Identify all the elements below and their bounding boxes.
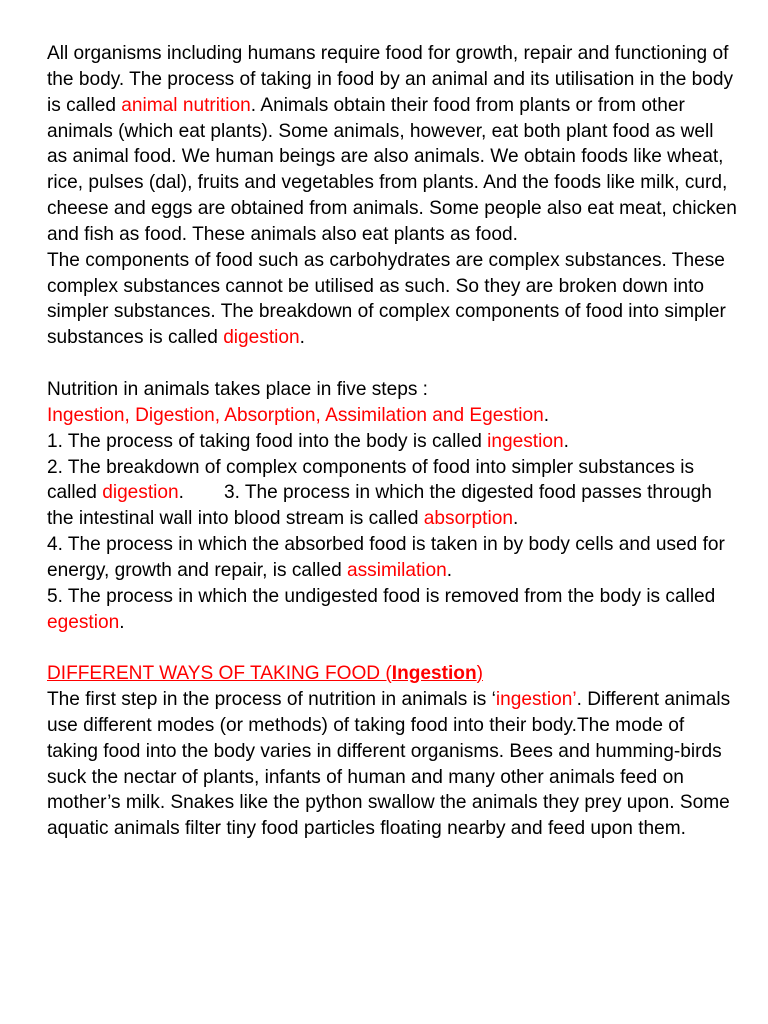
heading-text: DIFFERENT WAYS OF TAKING FOOD ( [47, 663, 392, 685]
step-text: 2. The breakdown of complex components of food into simpler substances is called [47, 456, 695, 504]
term-digestion: digestion [102, 482, 179, 504]
intro-text: . [299, 327, 305, 349]
step-2-and-3 [47, 455, 738, 533]
step-text: 1. The process of taking food into the body is called [47, 430, 488, 452]
heading-text: ) [476, 663, 483, 685]
step-text: . [512, 508, 519, 530]
paragraph-text: . Different animals use different modes (or methods) of taking food into their body.The mode of taking food into the body varies in different organisms. Bees and humming-birds suck the nectar of plants, infants of human and many other animals feed on mother’s milk. Snakes like the python swallow the animals they prey upon. Some aquatic animals filter tiny food particles floating nearby and feed upon them. [47, 689, 731, 840]
term-digestion: digestion [223, 327, 300, 349]
step-text: 3. The process in which the digested food passes through the intestinal wall into blood stream is called [47, 482, 712, 530]
step-4 [47, 532, 738, 584]
intro-paragraph-1 [47, 41, 738, 248]
intro-text: The components of food such as carbohydrates are complex substances. These complex substances cannot be utilised as such. So they are broken down into simpler substances. The breakdown of complex components of food into simpler substances is called [47, 249, 726, 349]
step-text: . [119, 611, 125, 633]
term-absorption: absorption [423, 508, 513, 530]
step-text: . [563, 430, 569, 452]
steps-names: Ingestion, Digestion, Absorption, Assimilation and Egestion [47, 404, 544, 426]
step-text: . [446, 559, 453, 581]
intro-paragraph-2 [47, 248, 738, 351]
ingestion-paragraph [47, 687, 738, 842]
paragraph-text: The first step in the process of nutrition in animals is ‘ [47, 689, 496, 711]
steps-list [47, 403, 738, 429]
term-ingestion: ingestion [487, 430, 564, 452]
intro-text: All organisms including humans require food for growth, repair and functioning of the body. The process of taking in food by an animal and its utilisation in the body is called [47, 43, 734, 116]
term-animal-nutrition: animal nutrition [121, 94, 251, 116]
steps-intro: Nutrition in animals takes place in five steps : [47, 378, 428, 400]
intro-text: . Animals obtain their food from plants or from other animals (which eat plants). Some animals, however, eat both plant food as well as animal food. We human beings are also animals. We obtain foods like wheat, rice, pulses (dal), fruits and vegetables from plants. And the foods like milk, curd, cheese and eggs are obtained from animals. Some people also eat meat, chicken and fish as food. These animals also eat plants as food. [47, 94, 737, 245]
step-5 [47, 584, 738, 636]
term-ingestion: ingestion’ [495, 689, 577, 711]
heading-bold-term: Ingestion [391, 663, 477, 685]
steps-list-end: . [543, 404, 550, 426]
paragraph-spacer [47, 351, 738, 377]
section-heading [47, 661, 738, 687]
term-assimilation: assimilation [347, 559, 447, 581]
term-egestion: egestion [47, 611, 120, 633]
step-text: 5. The process in which the undigested food is removed from the body is called [47, 585, 716, 607]
step-text: . [178, 482, 184, 504]
paragraph-spacer [47, 635, 738, 661]
step-text: 4. The process in which the absorbed food is taken in by body cells and used for energy, growth and repair, is called [47, 534, 725, 581]
step-1 [47, 429, 738, 455]
